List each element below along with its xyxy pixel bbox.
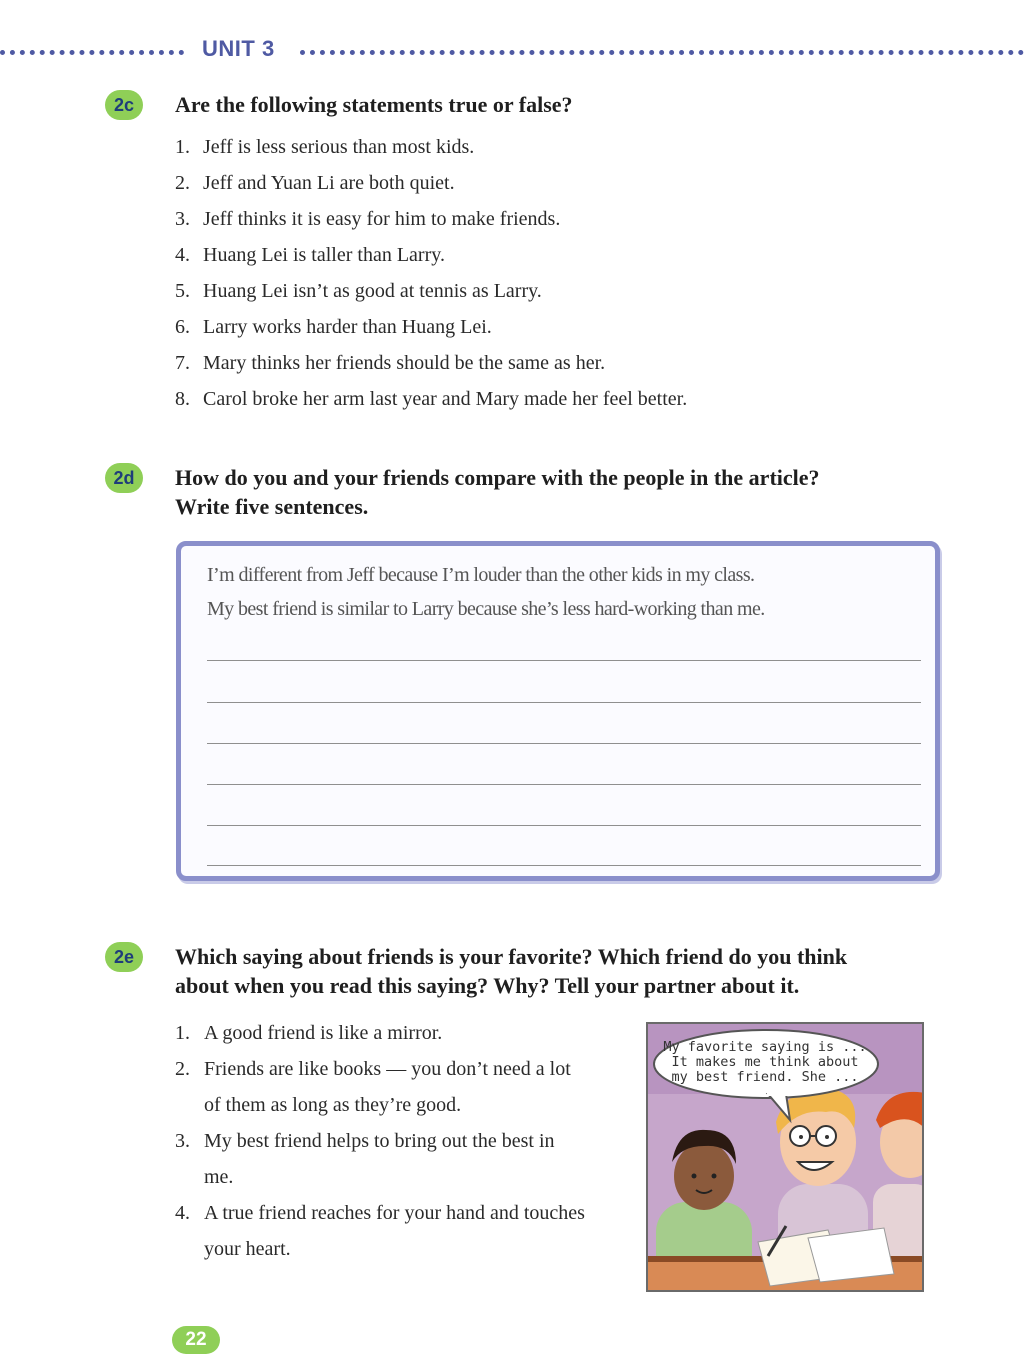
section-2d-heading-line2: Write five sentences. (175, 494, 369, 519)
writing-line[interactable] (207, 702, 921, 703)
speech-bubble-line: It makes me think about (671, 1054, 859, 1070)
unit-title: UNIT 3 (202, 36, 275, 61)
list-item: 3. My best friend helps to bring out the best in me. (175, 1130, 555, 1188)
section-2d-heading-line1: How do you and your friends compare with the people in the article? (175, 465, 820, 490)
header-dotted-rule-right (300, 50, 1024, 55)
sayings-list (175, 1015, 615, 1267)
header-dotted-rule-left (0, 50, 184, 55)
speech-bubble-line: My favorite saying is ... (663, 1039, 867, 1055)
list-item: 1. A good friend is like a mirror. (175, 1022, 443, 1044)
cartoon-illustration (646, 1022, 924, 1292)
section-badge-2c: 2c (105, 90, 143, 120)
section-2e-heading (175, 942, 847, 1000)
list-item: 2. Friends are like books — you don’t need a lot of them as long as they’re good. (175, 1058, 571, 1116)
section-2e-heading-line1: Which saying about friends is your favorite? Which friend do you think (175, 944, 848, 969)
list-item: 5. Huang Lei isn’t as good at tennis as Larry. (175, 280, 542, 302)
list-item: 3. Jeff thinks it is easy for him to make friends. (175, 208, 561, 230)
list-item: 7. Mary thinks her friends should be the same as her. (175, 352, 606, 374)
writing-line[interactable] (207, 784, 921, 785)
list-item: 8. Carol broke her arm last year and Mary made her feel better. (175, 388, 688, 410)
section-badge-2e: 2e (105, 942, 143, 972)
list-item: 1. Jeff is less serious than most kids. (175, 136, 475, 158)
list-item: 4. Huang Lei is taller than Larry. (175, 244, 445, 266)
writing-line[interactable] (207, 743, 921, 744)
statements-list (175, 129, 687, 417)
writing-line[interactable] (207, 825, 921, 826)
section-badge-2d: 2d (105, 463, 143, 493)
page-number: 22 (172, 1326, 220, 1354)
writing-box (176, 541, 940, 881)
section-2c-heading: Are the following statements true or false? (175, 92, 573, 117)
list-item: 4. A true friend reaches for your hand and touches your heart. (175, 1202, 585, 1260)
unit-header (0, 36, 1024, 68)
list-item: 6. Larry works harder than Huang Lei. (175, 316, 492, 338)
speech-bubble-line: my best friend. She ... (671, 1069, 859, 1085)
example-sentence-1: I’m different from Jeff because I’m louder than the other kids in my class. (207, 564, 755, 586)
writing-line[interactable] (207, 660, 921, 661)
section-2e-heading-line2: about when you read this saying? Why? Tell your partner about it. (175, 973, 800, 998)
example-sentence-2: My best friend is similar to Larry because she’s less hard-working than me. (207, 598, 765, 620)
writing-line[interactable] (207, 865, 921, 866)
list-item: 2. Jeff and Yuan Li are both quiet. (175, 172, 455, 194)
section-2d-heading (175, 463, 820, 521)
